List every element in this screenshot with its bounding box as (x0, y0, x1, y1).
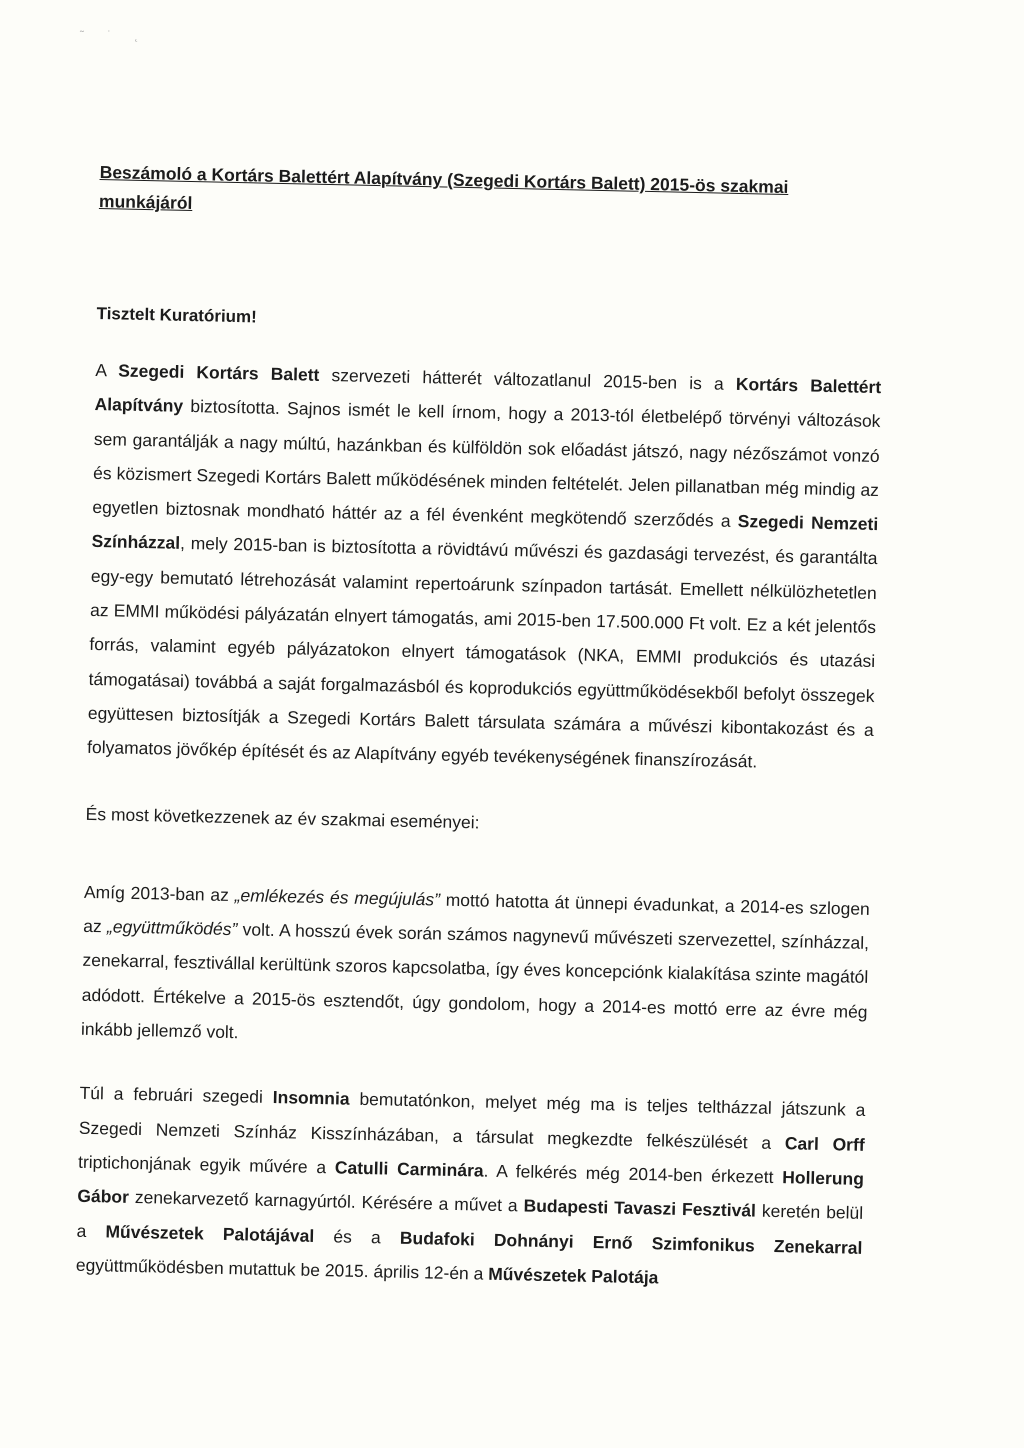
venue-bold-end: Művészetek Palotája (488, 1263, 659, 1288)
festival-bold: Budapesti Tavaszi Fesztivál (523, 1195, 757, 1221)
conductor-bold: Hollerung Gábor (77, 1167, 865, 1208)
work-title-bold: Catulli Carminára (334, 1157, 484, 1181)
motto-2013-italic: „emlékezés és megújulás” (234, 884, 441, 910)
insomnia-bold: Insomnia (272, 1087, 350, 1110)
orchestra-bold: Budafoki Dohnányi Ernő Szimfonikus Zenekarral (399, 1227, 863, 1258)
intro-paragraph: A Szegedi Kortárs Balett szervezeti hátterét változatlanul 2015-ben is a Kortárs Balettért Alapítvány biztosította. Sajnos ismét le kell írnom, hogy a 2013-tól életbelépő törvényi változások sem garantálják a nagy múltú, hazánkban és külföldön sok előadást játszó, nagy nézőszámot vonzó és közismert Szegedi Kortárs Balett működésének minden feltételét. Jelen pillanatban még mindig az egyetlen biztosnak mondható háttér az a fél évenként megkötendő szerződés a Szegedi Nemzeti Színházzal, mely 2015-ban is biztosította a rövidtávú művészi és gazdasági tervezést, és garantálta egy-egy bemutató létrehozását valamint repertoárunk színpadon tartását. Emellett nélkülözhetetlen az EMMI működési pályázatán elnyert támogatás, ami 2015-ben 17.500.000 Ft volt. Ez a két jelentős forrás, valamint egyéb pályázatokon elnyert támogatások (NKA, EMMI produkciós és utazási támogatásai) továbbá a saját forgalmazásból és koprodukciós együttműködésekből befolyt összegek együttesen biztosítják a Szegedi Kortárs Balett társulata számára a művészi kibontakozást és a folyamatos jövőkép építését és az Alapítvány egyéb tevékenységének finanszírozását. (86, 359, 882, 772)
org-name-bold: Szegedi Kortárs Balett (117, 360, 320, 385)
theatre-name-bold: Szegedi Nemzeti Színházzal (91, 511, 879, 554)
events-lead: És most következzenek az év szakmai eseményei: (85, 803, 480, 832)
motto-paragraph: Amíg 2013-ban az „emlékezés és megújulás” mottó hatotta át ünnepi évadunkat, a 2014-es szlogen az „együttműködés” volt. A hosszú évek során számos nagynevű művészeti szervezettel, színházzal, zenekarral, fesztivállal kerültünk szoros kapcsolatba, így éves koncepciónk kialakítása szinte magától adódott. Értékelve a 2015-ös esztendőt, úgy gondolom, hogy a 2014-es mottó erre az évre még inkább jellemző volt. (80, 881, 871, 1043)
greeting: Tisztelt Kuratórium! (96, 303, 258, 327)
foundation-name-bold: Kortárs Balettért Alapítvány (94, 373, 882, 417)
document-body (75, 158, 899, 1299)
document-title: Beszámoló a Kortárs Balettért Alapítvány (Szegedi Kortárs Balett) 2015-ös szakmai munkájáról (98, 161, 789, 214)
motto-2014-italic: „együttműködés” (106, 916, 238, 940)
composer-bold: Carl Orff (784, 1132, 865, 1155)
insomnia-paragraph: Túl a februári szegedi Insomnia bemutatónkon, melyet még ma is teljes teltházzal játszunk a Szegedi Nemzeti Színház Kisszínházában, a társulat megkezdte felkészülését a Carl Orff triptichonjának egyik művére a Catulli Carminára. A felkérés még 2014-ben érkezett Hollerung Gábor zenekarvezető karnagyúrtól. Kérésére a művet a Budapesti Tavaszi Fesztivál keretén belül a Művészetek Palotájával és a Budafoki Dohnányi Ernő Szimfonikus Zenekarral együttműködésben mutattuk be 2015. április 12-én a Művészetek Palotája (75, 1083, 866, 1288)
scan-marks: ˜ ˙ ˛ (80, 28, 149, 42)
venue-bold: Művészetek Palotájával (105, 1220, 315, 1246)
